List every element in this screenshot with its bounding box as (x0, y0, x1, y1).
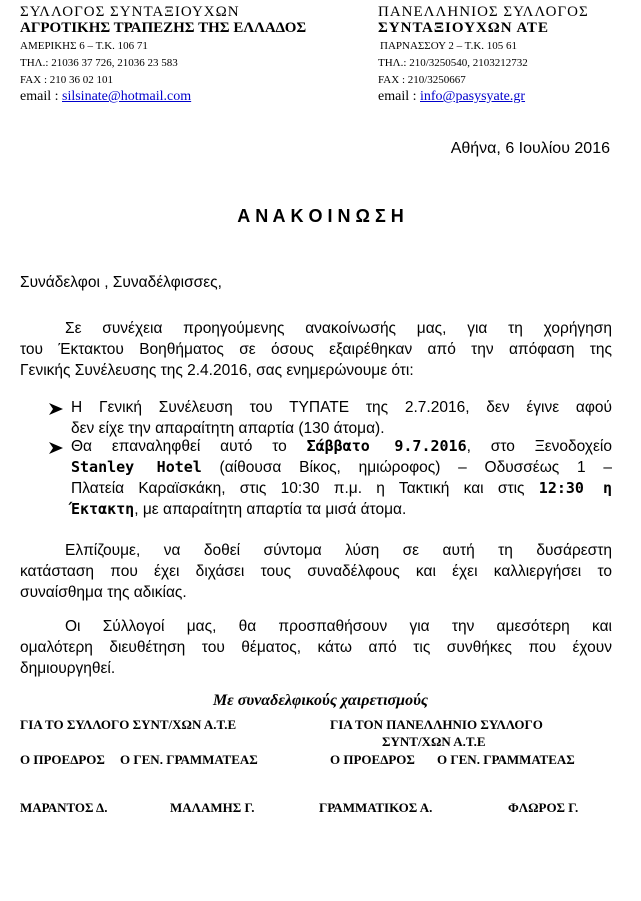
sign-left-name-secretary: ΜΑΛΑΜΗΣ Γ. (170, 800, 255, 815)
paragraph-line: Σε συνέχεια προηγούμενης ανακοίνωσής μας, για τη χορήγηση (65, 320, 612, 337)
sign-right-heading1: ΓΙΑ ΤΟΝ ΠΑΝΕΛΛΗΝΙΟ ΣΥΛΛΟΓΟ (330, 717, 543, 732)
sign-left-role-president: Ο ΠΡΟΕΔΡΟΣ (20, 752, 105, 767)
paragraph-line: Ελπίζουμε, να δοθεί σύντομα λύση σε αυτή τη δυσάρεστη (65, 542, 612, 559)
bullet-item-quorum (71, 397, 612, 439)
right-org-address: ΠΑΡΝΑΣΣΟΥ 2 – Τ.Κ. 105 61 (380, 40, 518, 52)
sign-right-role-president: Ο ΠΡΟΕΔΡΟΣ (330, 752, 415, 767)
paragraph-efforts (20, 616, 612, 679)
left-org-name1: ΣΥΛΛΟΓΟΣ ΣΥΝΤΑΞΙΟΥΧΩΝ (20, 4, 240, 20)
sign-right-heading2: ΣΥΝΤ/ΧΩΝ Α.Τ.Ε (382, 734, 486, 749)
paragraph-line: ομαλότερη διευθέτηση του θέματος, κάτω από τις συνθήκες που έχουν (20, 639, 612, 656)
closing-greeting: Με συναδελφικούς χαιρετισμούς (212, 692, 429, 709)
left-org-address: ΑΜΕΡΙΚΗΣ 6 – Τ.Κ. 106 71 (20, 40, 148, 52)
bullet-text: Πλατεία Καραϊσκάκη, στις 10:30 π.μ. η Τακτική και στις (71, 480, 539, 497)
left-org-name2: ΑΓΡΟΤΙΚΗΣ ΤΡΑΠΕΖΗΣ ΤΗΣ ΕΛΛΑΔΟΣ (20, 20, 307, 36)
paragraph-line: συναίσθημα της αδικίας. (20, 584, 187, 601)
bullet-line (71, 478, 612, 499)
paragraph-hope (20, 540, 612, 603)
paragraph-line: του Έκτακτου Βοηθήματος σε όσους εξαιρέθηκαν από την απόφαση της (20, 341, 612, 358)
sign-right-name-president: ΓΡΑΜΜΑΤΙΚΟΣ Α. (319, 800, 433, 815)
left-email-label: email : (20, 89, 62, 104)
salutation: Συνάδελφοι , Συναδέλφισσες, (20, 274, 222, 291)
bullet-text: Θα επαναληφθεί αυτό το (71, 438, 307, 455)
right-email-link[interactable]: info@pasysyate.gr (420, 89, 526, 104)
right-org-name2: ΣΥΝΤΑΞΙΟΥΧΩΝ ΑΤΕ (378, 20, 549, 36)
paragraph-line: Οι Σύλλογοί μας, θα προσπαθήσουν για την αμεσότερη και (65, 618, 612, 635)
bullet-line (71, 499, 612, 520)
hotel-name: Stanley Hotel (71, 458, 202, 476)
left-email-link[interactable]: silsinate@hotmail.com (62, 89, 192, 104)
date-line: Αθήνα, 6 Ιουλίου 2016 (450, 140, 610, 157)
bullet-line: Η Γενική Συνέλευση του ΤΥΠΑΤΕ της 2.7.2016, δεν έγινε αφού (71, 399, 612, 416)
right-org-phone: ΤΗΛ.: 210/3250540, 2103212732 (378, 57, 528, 69)
bullet-text: , στο Ξενοδοχείο (466, 438, 612, 455)
extraordinary-label: Έκτακτη (71, 500, 135, 518)
left-org-email-line (20, 89, 191, 105)
right-org-email-line (378, 89, 525, 105)
sign-right-role-secretary: Ο ΓΕΝ. ΓΡΑΜΜΑΤΕΑΣ (437, 752, 575, 767)
bullet-text: , με απαραίτητη απαρτία τα μισά άτομα. (134, 501, 407, 518)
right-org-fax: FAX : 210/3250667 (378, 74, 466, 86)
bullet-line: δεν είχε την απαραίτητη απαρτία (130 άτομα). (71, 420, 385, 437)
sign-right-name-secretary: ΦΛΩΡΟΣ Γ. (508, 800, 579, 815)
meeting-date: Σάββατο 9.7.2016 (306, 437, 467, 455)
arrow-bullet-icon (48, 402, 66, 416)
right-email-label: email : (378, 89, 420, 104)
paragraph-line: Γενικής Συνέλευσης της 2.4.2016, σας ενημερώνουμε ότι: (20, 362, 414, 379)
paragraph-intro (20, 318, 612, 381)
left-org-phone: ΤΗΛ.: 21036 37 726, 21036 23 583 (20, 57, 178, 69)
bullet-line (71, 457, 612, 478)
paragraph-line: δημιουργηθεί. (20, 660, 116, 677)
extraordinary-time: 12:30 η (538, 479, 612, 497)
left-org-fax: FAX : 210 36 02 101 (20, 74, 113, 86)
sign-left-name-president: ΜΑΡΑΝΤΟΣ Δ. (20, 800, 108, 815)
paragraph-line: κατάσταση που έχει διχάσει τους συναδέλφους και έχει καλλιεργήσει το (20, 563, 612, 580)
sign-left-role-secretary: Ο ΓΕΝ. ΓΡΑΜΜΑΤΕΑΣ (120, 752, 258, 767)
right-org-name1: ΠΑΝΕΛΛΗΝΙΟΣ ΣΥΛΛΟΓΟΣ (378, 4, 589, 20)
bullet-text: (αίθουσα Βίκος, ημιώροφος) – Οδυσσέως 1 – (201, 459, 612, 476)
bullet-line (71, 436, 612, 457)
announcement-title: Α Ν Α Κ Ο Ι Ν Ω Σ Η (237, 206, 404, 226)
bullet-item-repeat-meeting (71, 436, 612, 520)
sign-left-heading: ΓΙΑ ΤΟ ΣΥΛΛΟΓΟ ΣΥΝΤ/ΧΩΝ Α.Τ.Ε (20, 717, 237, 732)
arrow-bullet-icon (48, 441, 66, 455)
